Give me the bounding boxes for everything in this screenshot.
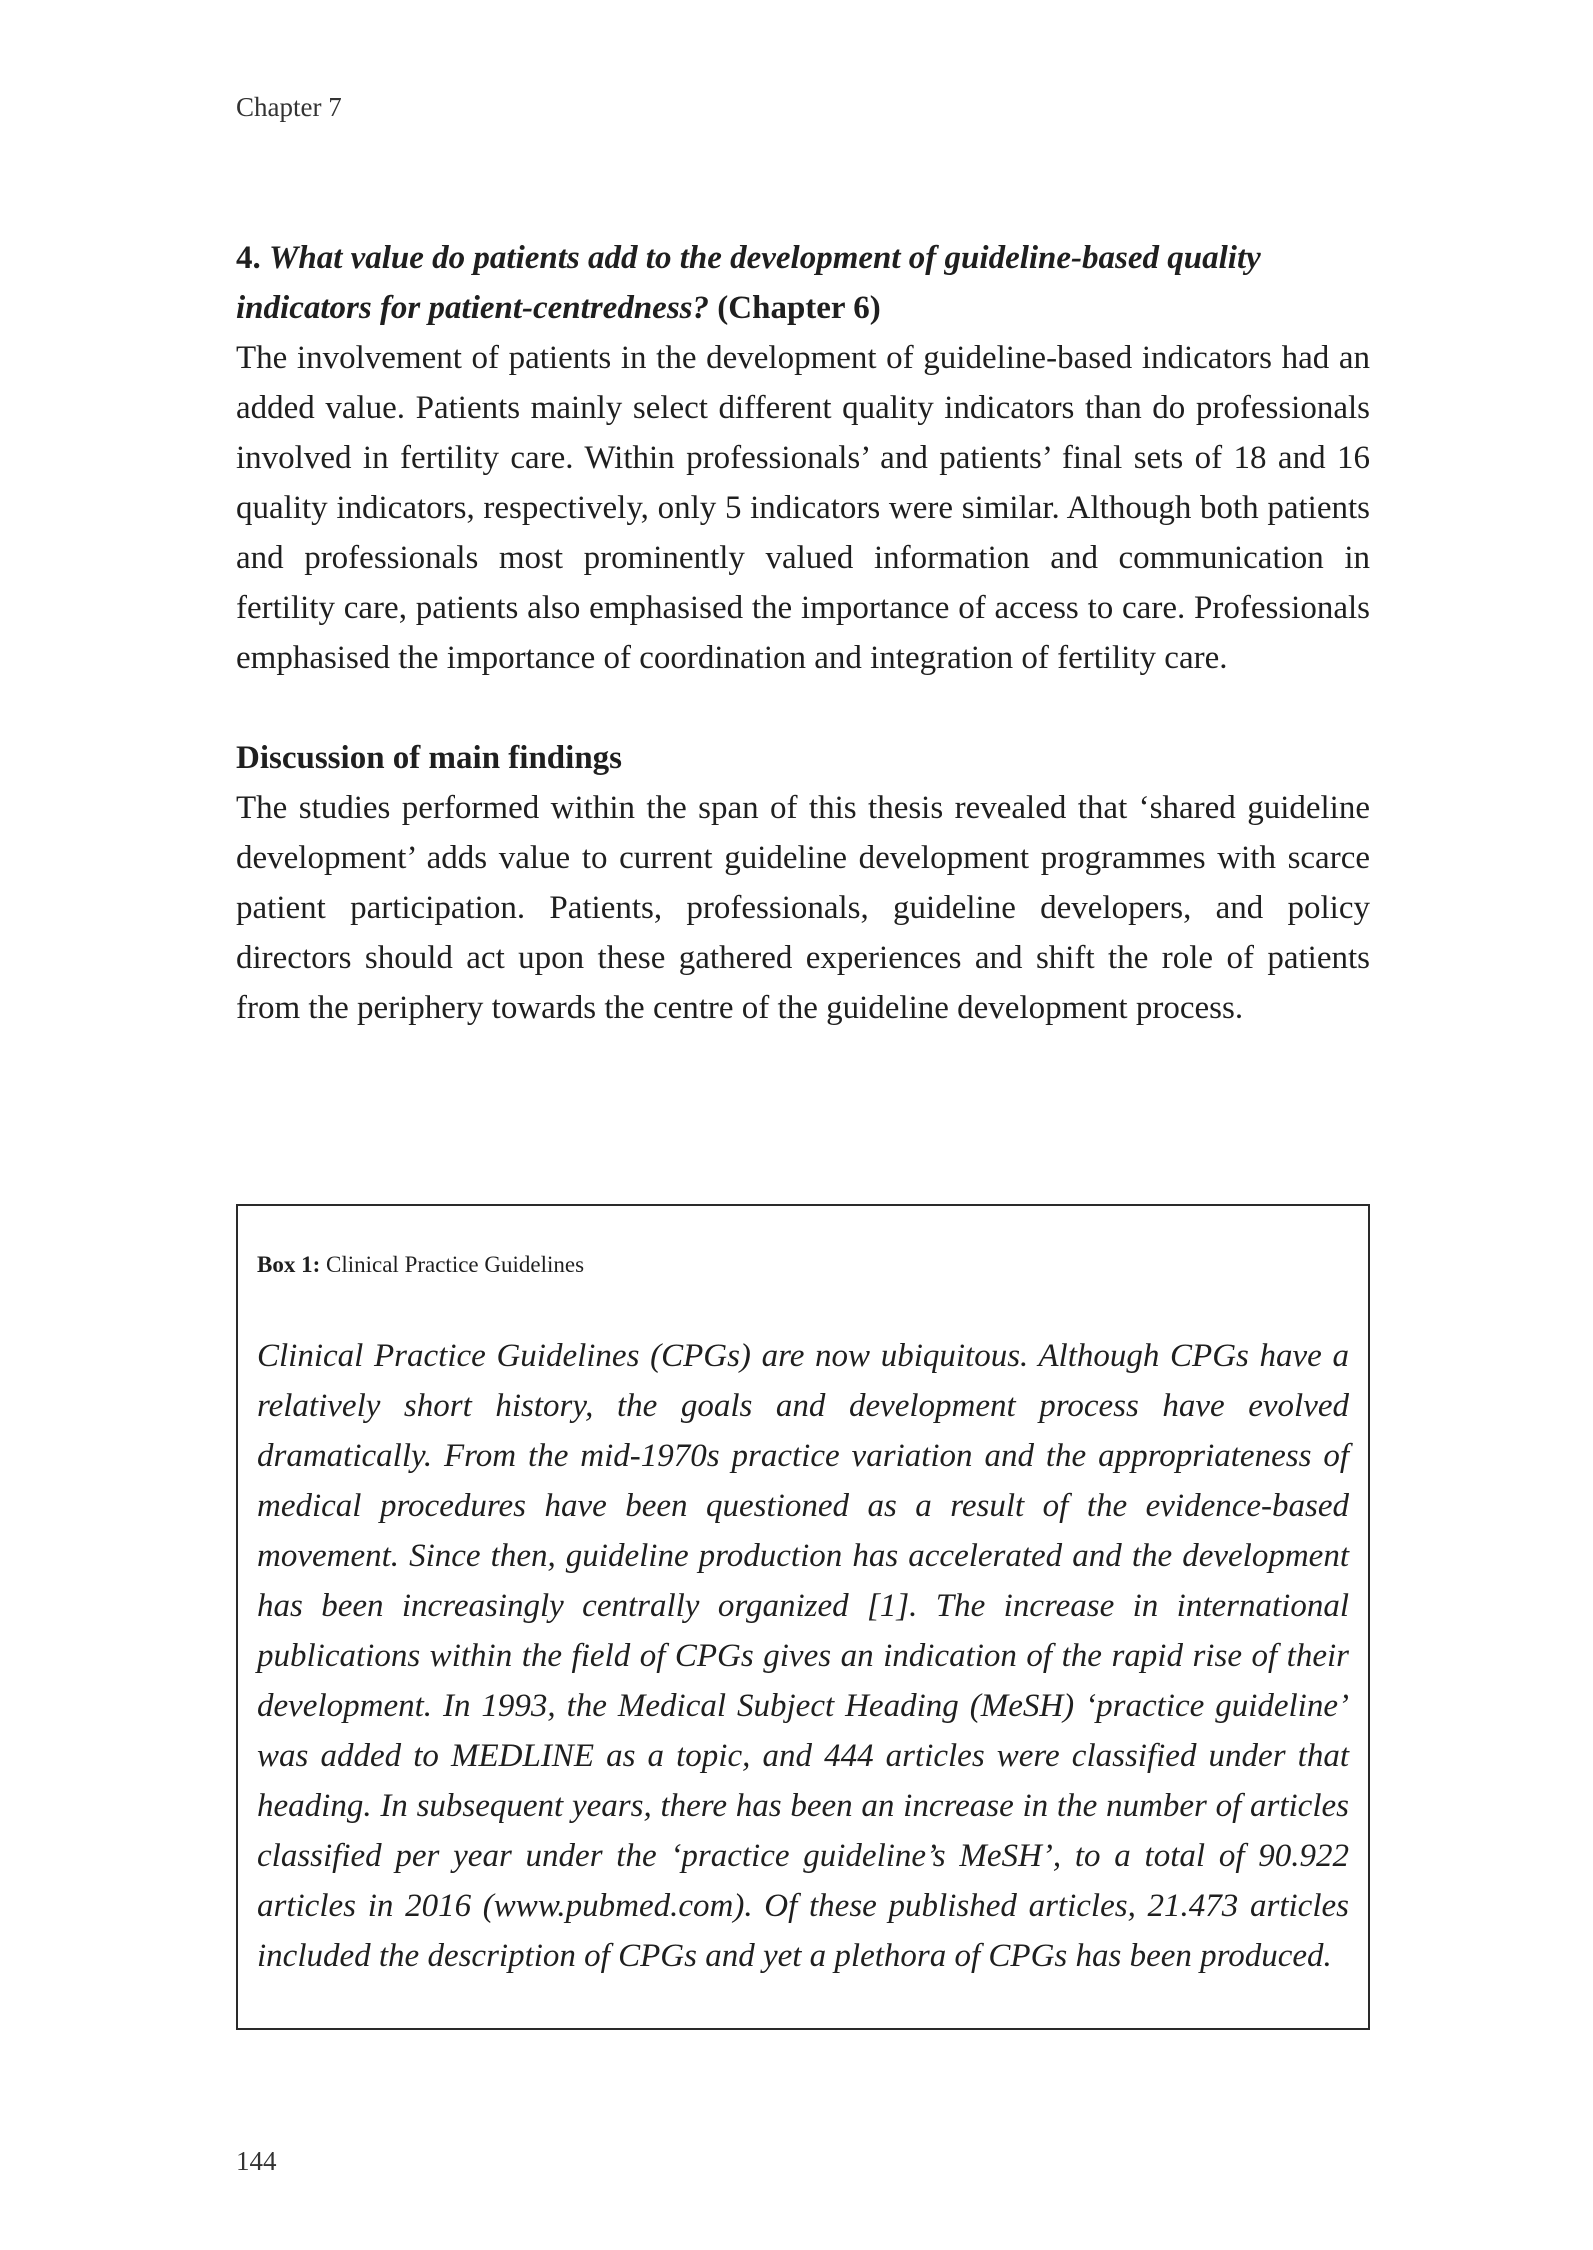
question-text: What value do patients add to the development of guideline-based quality indicators for patient-centredness? [236, 240, 1261, 326]
discussion-paragraph: The studies performed within the span of this thesis revealed that ‘shared guideline development’ adds value to current guideline development programmes with scarce patient participation. Patients, professionals, guideline developers, and policy directors should act upon these gathered experiences and shift the role of patients from the periphery towards the centre of the guideline development process. [236, 790, 1370, 1026]
running-header: Chapter 7 [236, 92, 342, 122]
box-title [257, 1250, 584, 1280]
question-reference: (Chapter 6) [717, 290, 881, 326]
box-body: Clinical Practice Guidelines (CPGs) are now ubiquitous. Although CPGs have a relatively short history, the goals and development process have evolved dramatically. From the mid-1970s practice variation and the appropriateness of medical procedures have been questioned as a result of the evidence-based movement. Since then, guideline production has accelerated and the development has been increasingly centrally organized [1]. The increase in international publications within the field of CPGs gives an indication of the rapid rise of their development. In 1993, the Medical Subject Heading (MeSH) ‘practice guideline’ was added to MEDLINE as a topic, and 444 articles were classified under that heading. In subsequent years, there has been an increase in the number of articles classified per year under the ‘practice guideline’s MeSH’, to a total of 90.922 articles in 2016 (www.pubmed.com). Of these published articles, 21.473 articles included the description of CPGs and yet a plethora of CPGs has been produced. [257, 1338, 1349, 1974]
box-label: Box 1: [257, 1252, 321, 1277]
box-clinical-practice-guidelines [236, 1204, 1370, 2030]
question-number: 4. [236, 240, 261, 276]
main-text [236, 233, 1370, 1033]
page-number: 144 [236, 2146, 277, 2176]
box-title-text: Clinical Practice Guidelines [326, 1252, 585, 1277]
discussion-heading: Discussion of main findings [236, 740, 623, 776]
question-heading [236, 233, 1370, 333]
question-paragraph: The involvement of patients in the development of guideline-based indicators had an added value. Patients mainly select different quality indicators than do professionals involved in fertility care. Within professionals’ and patients’ final sets of 18 and 16 quality indicators, respectively, only 5 indicators were similar. Although both patients and professionals most prominently valued information and communication in fertility care, patients also emphasised the importance of access to care. Professionals emphasised the importance of coordination and integration of fertility care. [236, 340, 1370, 676]
